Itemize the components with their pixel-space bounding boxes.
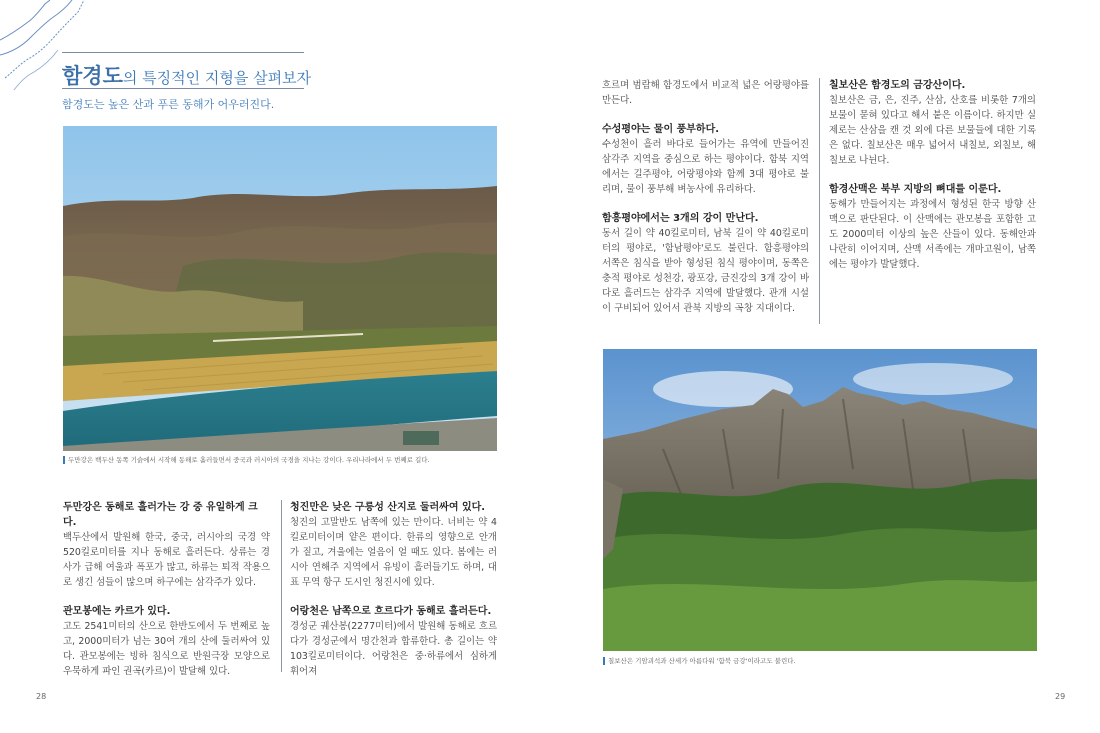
tumen-river-photo (63, 126, 497, 451)
section-body: 동해가 만들어지는 과정에서 형성된 한국 방향 산맥으로 판단된다. 이 산맥에는 관모봉을 포함한 고도 2000미터 이상의 높은 산들이 있다. 동해안과 나란히 이어지며, 산맥 서족에는 개마고원이, 남쪽에는 평야가 발달했다. (829, 199, 1036, 270)
section-heading: 칠보산은 함경도의 금강산이다. (829, 80, 966, 91)
section-heading: 함경산맥은 북부 지방의 뼈대를 이룬다. (829, 184, 1002, 195)
section-heading: 두만강은 동해로 흘러가는 강 중 유일하게 크다. (63, 502, 258, 528)
section-heading: 청진만은 낮은 구릉성 산지로 둘러싸여 있다. (290, 502, 486, 513)
title-main: 함경도 (62, 64, 123, 88)
section-body: 흐르며 범람해 함경도에서 비교적 넓은 어랑평야를 만든다. (602, 80, 809, 106)
section-body: 백두산에서 발원해 한국, 중국, 러시아의 국경 약 520킬로미터를 지나 동해로 흘러든다. 상류는 경사가 급해 여울과 폭포가 많고, 하류는 퇴적 작용으로 생긴 섬들이 많으며 하구에는 삼각주가 있다. (63, 532, 270, 588)
section-body: 청진의 고말반도 남쪽에 있는 만이다. 너비는 약 4킬로미터이며 얕은 편이다. 한류의 영향으로 안개가 짙고, 겨울에는 얼음이 얼 때도 있다. 봄에는 러시아 연해주 지역에서 유빙이 흘러들기도 하며, 대표 무역 항구 도시인 청진시에 있다. (290, 517, 497, 588)
column-divider (819, 78, 820, 324)
page-title (62, 60, 311, 90)
title-bottom-rule (62, 88, 304, 89)
page-number-right: 29 (1055, 692, 1066, 701)
section-heading: 함흥평야에서는 3개의 강이 만난다. (602, 213, 759, 224)
column-divider (281, 500, 282, 672)
title-top-rule (62, 52, 304, 53)
page-subtitle: 함경도는 높은 산과 푸른 동해가 어우러진다. (62, 98, 275, 111)
right-column-1 (602, 78, 809, 330)
title-rest: 의 특징적인 지형을 살펴보자 (122, 69, 312, 87)
right-column-2 (829, 78, 1036, 286)
section-body: 경성군 궤산봉(2277미터)에서 발원해 동해로 흐르다가 경성군에서 명간천과 합류한다. 총 길이는 약 103킬로미터이다. 어랑천은 중·하류에서 심하게 휘어져 (290, 621, 497, 677)
left-column-2 (290, 500, 497, 693)
section-heading: 관모봉에는 카르가 있다. (63, 606, 171, 617)
chilbo-mountain-photo (603, 349, 1037, 651)
right-photo-caption: 칠보산은 기암괴석과 산세가 아름다워 '함북 금강'이라고도 불린다. (608, 657, 796, 665)
section-body: 고도 2541미터의 산으로 한반도에서 두 번째로 높고, 2000미터가 넘는 30여 개의 산에 둘러싸여 있다. 관모봉에는 빙하 침식으로 반원극장 모양으로 우묵하게 파인 권곡(카르)이 발달해 있다. (63, 621, 270, 677)
section-body: 수성천이 흘러 바다로 들어가는 유역에 만들어진 삼각주 지역을 중심으로 하는 평야이다. 함북 지역에서는 길주평야, 어랑평야와 함께 3대 평야로 불리며, 물이 풍부해 벼농사에 유리하다. (602, 139, 809, 195)
page-number-left: 28 (36, 692, 47, 701)
section-body: 칠보산은 금, 은, 진주, 산삼, 산호를 비롯한 7개의 보물이 묻혀 있다고 해서 붙은 이름이다. 하지만 실제로는 산삼을 캔 것 외에 다른 보물들에 대한 기록은 없다. 칠보산은 매우 넓어서 내칠보, 외칠보, 해칠보로 나뉜다. (829, 95, 1036, 166)
right-caption-marker (603, 657, 605, 665)
section-heading: 어랑천은 남쪽으로 흐르다가 동해로 흘러든다. (290, 606, 492, 617)
left-caption-marker (63, 456, 65, 464)
section-body: 동서 길이 약 40킬로미터, 남북 길이 약 40킬로미터의 평야로, '함남평야'로도 불린다. 함흥평야의 서쪽은 침식을 받아 형성된 침식 평야이며, 동쪽은 충적 평야로 성천강, 광포강, 금진강의 3개 강이 바다로 흘러드는 삼각주 지역에 발달했다. 관개 시설이 구비되어 있어서 관북 지방의 곡창 지대이다. (602, 228, 809, 314)
section-heading: 수성평야는 물이 풍부하다. (602, 124, 720, 135)
left-column-1 (63, 500, 270, 693)
left-photo-caption: 두만강은 백두산 동쪽 기슭에서 시작해 동해로 흘러들면서 중국과 러시아의 국경을 지나는 강이다. 우리나라에서 두 번째로 길다. (68, 456, 430, 464)
